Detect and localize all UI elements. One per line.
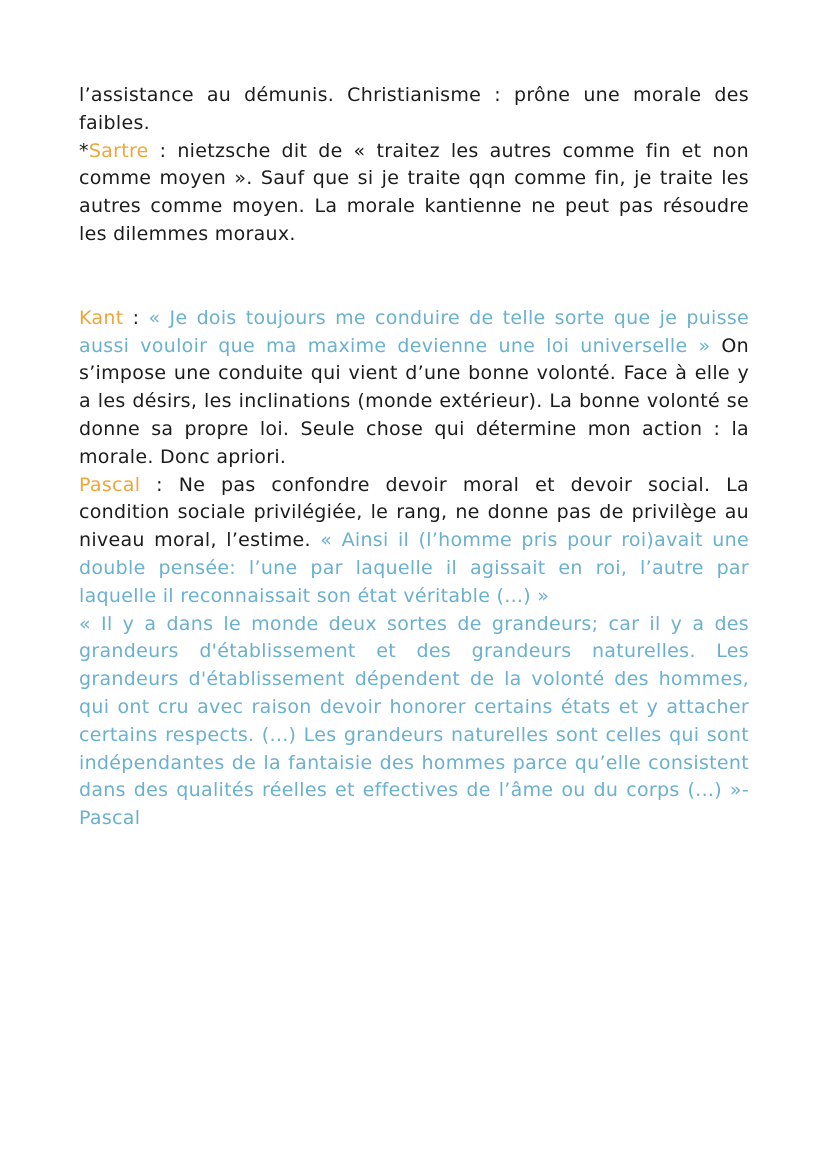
paragraph-christianisme [79,82,749,138]
quote-kant: « Je dois toujours me conduire de telle sorte que je puisse aussi vouloir que ma maxime devienne une loi universelle » [79,306,750,357]
paragraph-gap [79,249,749,305]
text-christianisme: l’assistance au démunis. Christianisme : prône une morale des faibles. [79,84,749,134]
author-name-kant: Kant [79,306,124,329]
author-name-sartre: Sartre [88,139,149,162]
kant-separator: : [123,306,149,329]
sartre-prefix: * [79,139,89,162]
author-name-pascal: Pascal [79,473,141,496]
quote-pascal-roi: « Ainsi il (l’homme pris pour roi)avait une double pensée: l’une par laquelle il agissait en roi, l’autre par laquelle il reconnaissait son état véritable (...) » [79,529,749,607]
document-page [79,82,749,833]
text-sartre: : nietzsche dit de « traitez les autres comme fin et non comme moyen ». Sauf que si je traite qqn comme fin, je traite les autres comme moyen. La morale kantienne ne peut pas résoudre les dilemmes moraux. [79,139,749,245]
quote-pascal-grandeurs: « Il y a dans le monde deux sortes de grandeurs; car il y a des grandeurs d'établissement et des grandeurs naturelles. Les grandeurs d'établissement dépendent de la volonté des hommes, qui ont cru avec raison devoir honorer certains états et y attacher certains respects. (...) Les grandeurs naturelles sont celles qui sont indépendantes de la fantaisie des hommes parce qu’elle consistent dans des qualités réelles et effectives de l’âme ou du corps (...) »-Pascal [79,612,749,830]
text-pascal: : Ne pas confondre devoir moral et devoir social. La condition sociale privilégiée, le rang, ne donne pas de privilège au niveau moral, l’estime. [79,473,749,552]
text-kant: On s’impose une conduite qui vient d’une bonne volonté. Face à elle y a les désirs, les inclinations (monde extérieur). La bonne volonté se donne sa propre loi. Seule chose qui détermine mon action : la morale. Donc apriori. [79,334,749,468]
paragraph-kant [79,305,749,472]
paragraph-sartre [79,138,749,249]
paragraph-pascal [79,472,749,611]
